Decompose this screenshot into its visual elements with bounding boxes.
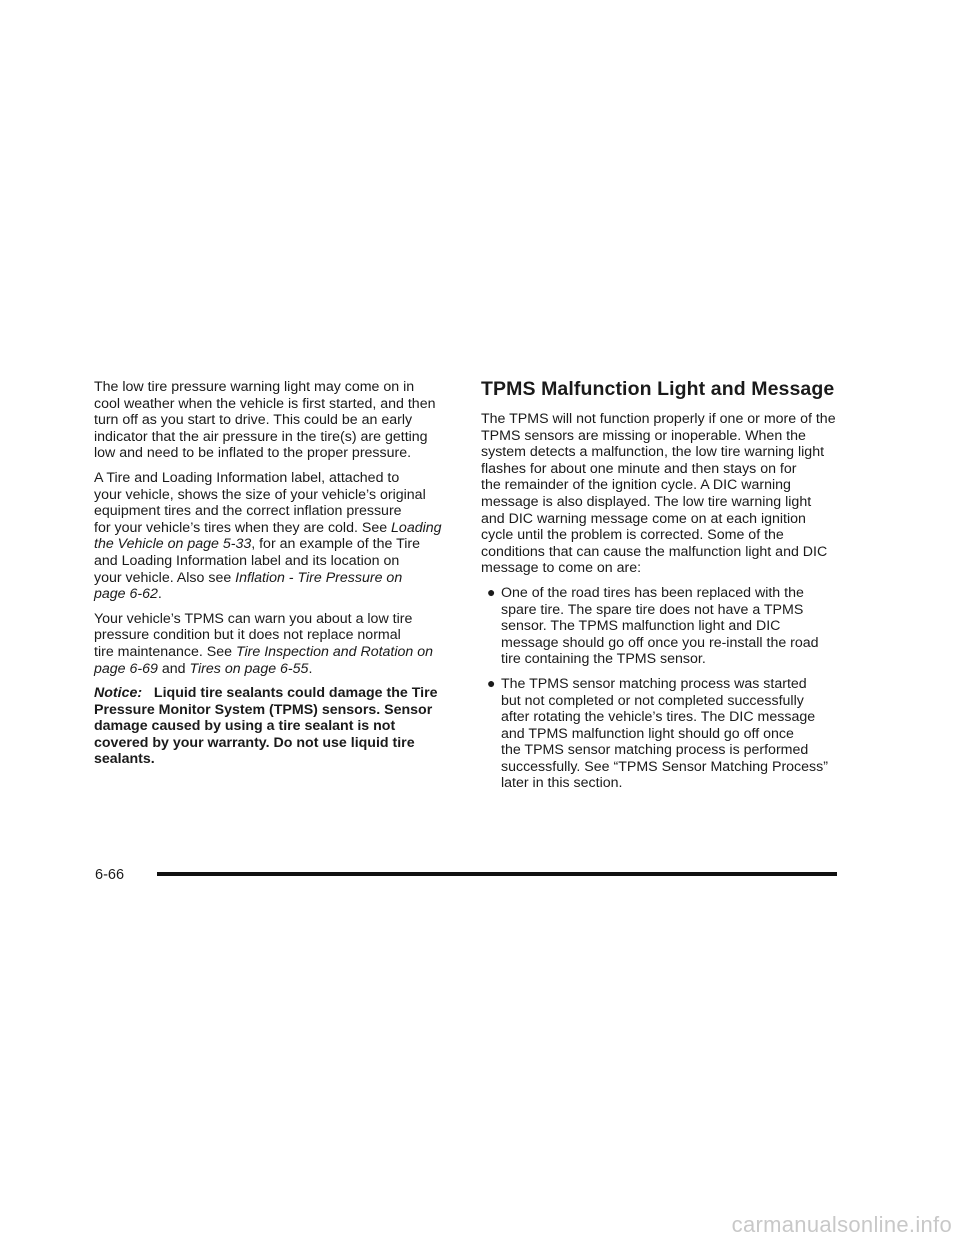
link-tires[interactable]: Tires on page 6-55 [189, 660, 309, 677]
text-line: turn off as you start to drive. This could be an early [94, 412, 413, 429]
paragraph-tpms-malfunction [481, 411, 841, 577]
text-line: A Tire and Loading Information label, attached to [94, 469, 400, 486]
text-run: Liquid tire sealants could damage the Tire [153, 685, 438, 702]
text-run: for your vehicle’s tires when they are cold. See [94, 519, 392, 536]
text-line [94, 685, 450, 702]
text-line: after rotating the vehicle’s tires. The DIC message [501, 709, 816, 726]
text-line: later in this section. [501, 775, 623, 792]
text-line: cycle until the problem is corrected. Some of the [481, 527, 784, 544]
text-line: the remainder of the ignition cycle. A DIC warning [481, 477, 791, 494]
text-line: and Loading Information label and its location on [94, 552, 400, 569]
text-line: cool weather when the vehicle is first started, and then [94, 395, 436, 412]
text-line: message should go off once you re-install the road [501, 634, 819, 651]
text-run: tire maintenance. See [94, 643, 236, 660]
text-run: your vehicle. Also see [94, 569, 236, 586]
text-line: conditions that can cause the malfunction light and DIC [481, 543, 828, 560]
text-line: message to come on are: [481, 560, 642, 577]
text-line: sealants. [94, 751, 155, 768]
paragraph-tpms-warn [94, 611, 450, 677]
link-tire-inspection-rotation[interactable]: Tire Inspection and Rotation on [235, 643, 434, 660]
text-line: damage caused by using a tire sealant is not [94, 718, 396, 735]
list-item [481, 676, 841, 792]
text-run: . [308, 660, 313, 677]
text-line: flashes for about one minute and then stays on for [481, 460, 797, 477]
text-line: One of the road tires has been replaced with the [501, 584, 804, 601]
right-column [481, 411, 841, 800]
text-line: low and need to be inflated to the proper pressure. [94, 445, 412, 462]
notice-block [94, 685, 450, 768]
notice-label: Notice: [94, 685, 143, 702]
left-column [94, 379, 450, 776]
text-line: successfully. See “TPMS Sensor Matching Process” [501, 758, 828, 775]
text-line: TPMS sensors are missing or inoperable. When the [481, 427, 806, 444]
text-line: The TPMS sensor matching process was started [501, 675, 807, 692]
text-line: and TPMS malfunction light should go off once [501, 725, 794, 742]
text-line: equipment tires and the correct inflation pressure [94, 503, 402, 520]
page-number: 6-66 [95, 867, 125, 883]
text-line: covered by your warranty. Do not use liquid tire [94, 734, 415, 751]
text-run: and [157, 660, 190, 677]
link-loading-the-vehicle-cont[interactable]: the Vehicle on page 5-33 [94, 536, 252, 553]
text-line [94, 536, 450, 553]
text-line: message is also displayed. The low tire warning light [481, 493, 812, 510]
text-line: pressure condition but it does not replace normal [94, 627, 401, 644]
text-line: The low tire pressure warning light may come on in [94, 379, 415, 395]
text-line: Pressure Monitor System (TPMS) sensors. Sensor [94, 701, 433, 718]
link-inflation-tire-pressure-cont[interactable]: page 6-62 [94, 586, 158, 603]
text-line [94, 520, 450, 537]
text-line: sensor. The TPMS malfunction light and DIC [501, 618, 781, 635]
text-line: tire containing the TPMS sensor. [501, 651, 706, 668]
text-run: . [157, 586, 162, 603]
text-line: Your vehicle’s TPMS can warn you about a low tire [94, 610, 413, 627]
text-line: and DIC warning message come on at each ignition [481, 510, 806, 527]
text-line: indicator that the air pressure in the tire(s) are getting [94, 428, 428, 445]
link-tire-inspection-rotation-cont[interactable]: page 6-69 [94, 660, 158, 677]
section-heading: TPMS Malfunction Light and Message [481, 378, 835, 400]
text-line [94, 570, 450, 587]
list-item [481, 585, 841, 668]
text-run: , for an example of the Tire [251, 536, 420, 553]
text-line [94, 644, 450, 661]
footer-rule [157, 872, 837, 876]
link-inflation-tire-pressure[interactable]: Inflation - Tire Pressure on [235, 569, 403, 586]
text-line: The TPMS will not function properly if one or more of the [481, 411, 836, 427]
text-line: spare tire. The spare tire does not have a TPMS [501, 601, 804, 618]
text-line: the TPMS sensor matching process is performed [501, 742, 809, 759]
text-line [94, 661, 450, 678]
text-line: your vehicle, shows the size of your vehicle’s original [94, 486, 426, 503]
bullet-icon: ● [487, 674, 496, 691]
paragraph-tire-loading-label [94, 470, 450, 603]
conditions-list [481, 585, 841, 792]
text-line: system detects a malfunction, the low tire warning light [481, 444, 825, 461]
bullet-icon: ● [487, 583, 496, 600]
paragraph-low-tire-cold-weather [94, 379, 450, 462]
text-line: but not completed or not completed successfully [501, 692, 804, 709]
text-line [94, 586, 450, 603]
link-loading-the-vehicle[interactable]: Loading [391, 519, 442, 536]
watermark: carmanualsonline.info [731, 1212, 952, 1237]
